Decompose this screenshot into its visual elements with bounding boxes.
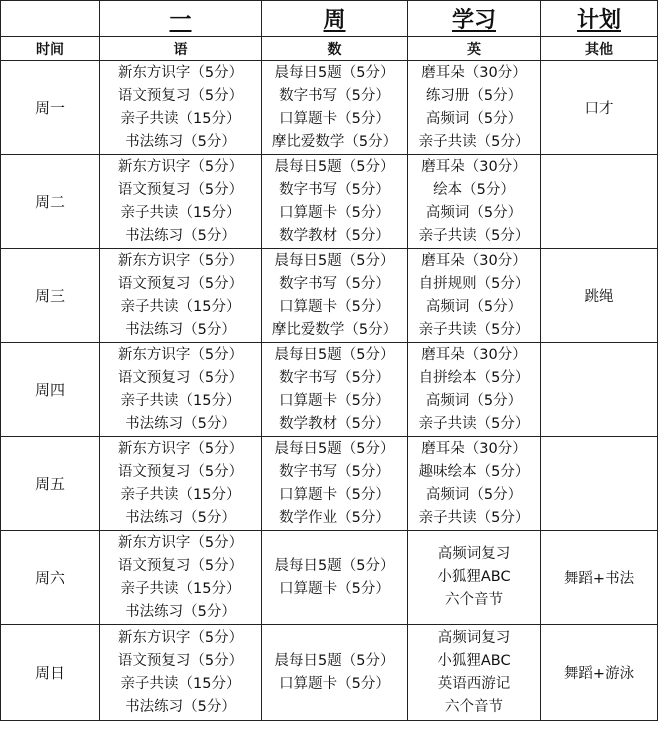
task-item: 数字书写（5分） — [279, 275, 390, 292]
yu-cell — [100, 249, 262, 343]
task-item: 亲子共读（15分） — [120, 110, 241, 127]
shu-task-list — [262, 344, 407, 436]
header-chinese: 语 — [100, 37, 262, 61]
task-item: 高频词（5分） — [425, 298, 523, 315]
task-item: 摩比爱数学（5分） — [271, 321, 398, 338]
day-label: 周二 — [1, 155, 100, 249]
task-item: 六个音节 — [445, 698, 503, 715]
yu-task-list — [100, 344, 261, 436]
task-item: 晨每日5题（5分） — [274, 64, 395, 81]
day-label: 周四 — [1, 343, 100, 437]
task-item: 亲子共读（15分） — [120, 486, 241, 503]
other-activity: 跳绳 — [541, 249, 658, 343]
task-item: 书法练习（5分） — [125, 698, 236, 715]
ying-cell — [408, 155, 541, 249]
task-item: 书法练习（5分） — [125, 509, 236, 526]
table-row — [1, 437, 658, 531]
table-row — [1, 625, 658, 721]
ying-task-list — [408, 344, 540, 436]
task-item: 新东方识字（5分） — [117, 629, 244, 646]
other-activity: 口才 — [541, 61, 658, 155]
shu-task-list — [262, 156, 407, 248]
task-item: 语文预复习（5分） — [117, 369, 244, 386]
task-item: 磨耳朵（30分） — [421, 64, 527, 81]
task-item: 亲子共读（15分） — [120, 580, 241, 597]
task-item: 语文预复习（5分） — [117, 557, 244, 574]
yu-task-list — [100, 250, 261, 342]
task-item: 新东方识字（5分） — [117, 64, 244, 81]
shu-cell — [262, 61, 408, 155]
task-item: 亲子共读（15分） — [120, 392, 241, 409]
ying-task-list — [408, 627, 540, 719]
task-item: 数字书写（5分） — [279, 369, 390, 386]
ying-cell — [408, 531, 541, 625]
task-item: 书法练习（5分） — [125, 415, 236, 432]
task-item: 晨每日5题（5分） — [274, 252, 395, 269]
task-item: 亲子共读（5分） — [418, 321, 530, 338]
title-cell-yi: 一 — [100, 1, 262, 37]
task-item: 高频词复习 — [437, 629, 511, 646]
ying-task-list — [408, 543, 540, 612]
task-item: 晨每日5题（5分） — [274, 346, 395, 363]
day-label: 周一 — [1, 61, 100, 155]
task-item: 晨每日5题（5分） — [274, 440, 395, 457]
task-item: 小狐狸ABC — [437, 652, 511, 669]
task-item: 数字书写（5分） — [279, 463, 390, 480]
yu-task-list — [100, 62, 261, 154]
task-item: 高频词（5分） — [425, 204, 523, 221]
other-activity: 舞蹈+书法 — [541, 531, 658, 625]
task-item: 口算题卡（5分） — [279, 580, 390, 597]
task-item: 数字书写（5分） — [279, 87, 390, 104]
ying-task-list — [408, 250, 540, 342]
day-label: 周三 — [1, 249, 100, 343]
shu-cell — [262, 625, 408, 721]
task-item: 磨耳朵（30分） — [421, 440, 527, 457]
task-item: 口算题卡（5分） — [279, 110, 390, 127]
header-time: 时间 — [1, 37, 100, 61]
task-item: 书法练习（5分） — [125, 227, 236, 244]
yu-task-list — [100, 532, 261, 624]
task-item: 自拼规则（5分） — [418, 275, 530, 292]
task-item: 亲子共读（15分） — [120, 675, 241, 692]
shu-cell — [262, 531, 408, 625]
task-item: 语文预复习（5分） — [117, 463, 244, 480]
task-item: 书法练习（5分） — [125, 321, 236, 338]
task-item: 语文预复习（5分） — [117, 275, 244, 292]
shu-task-list — [262, 555, 407, 601]
header-english: 英 — [408, 37, 541, 61]
table-row — [1, 531, 658, 625]
yu-task-list — [100, 627, 261, 719]
task-item: 高频词（5分） — [425, 110, 523, 127]
task-item: 新东方识字（5分） — [117, 534, 244, 551]
task-item: 新东方识字（5分） — [117, 346, 244, 363]
task-item: 晨每日5题（5分） — [274, 158, 395, 175]
task-item: 数学教材（5分） — [279, 415, 390, 432]
day-label: 周日 — [1, 625, 100, 721]
ying-cell — [408, 249, 541, 343]
task-item: 口算题卡（5分） — [279, 486, 390, 503]
other-activity: 舞蹈+游泳 — [541, 625, 658, 721]
task-item: 磨耳朵（30分） — [421, 346, 527, 363]
shu-task-list — [262, 250, 407, 342]
task-item: 数学教材（5分） — [279, 227, 390, 244]
ying-cell — [408, 61, 541, 155]
yu-cell — [100, 155, 262, 249]
shu-task-list — [262, 650, 407, 696]
shu-cell — [262, 249, 408, 343]
task-item: 口算题卡（5分） — [279, 298, 390, 315]
title-row — [1, 1, 658, 37]
task-item: 新东方识字（5分） — [117, 158, 244, 175]
task-item: 口算题卡（5分） — [279, 204, 390, 221]
table-row — [1, 155, 658, 249]
other-activity — [541, 155, 658, 249]
table-row — [1, 61, 658, 155]
yu-cell — [100, 531, 262, 625]
task-item: 书法练习（5分） — [125, 133, 236, 150]
title-cell-jihua: 计划 — [541, 1, 658, 37]
ying-cell — [408, 437, 541, 531]
shu-cell — [262, 343, 408, 437]
title-cell-xuexi: 学习 — [408, 1, 541, 37]
task-item: 磨耳朵（30分） — [421, 252, 527, 269]
task-item: 亲子共读（15分） — [120, 204, 241, 221]
yu-cell — [100, 625, 262, 721]
task-item: 语文预复习（5分） — [117, 181, 244, 198]
title-cell-zhou: 周 — [262, 1, 408, 37]
plan-body — [1, 61, 658, 721]
task-item: 趣味绘本（5分） — [418, 463, 530, 480]
task-item: 亲子共读（5分） — [418, 415, 530, 432]
task-item: 英语西游记 — [437, 675, 511, 692]
table-row — [1, 249, 658, 343]
ying-cell — [408, 343, 541, 437]
task-item: 新东方识字（5分） — [117, 440, 244, 457]
task-item: 亲子共读（5分） — [418, 227, 530, 244]
shu-task-list — [262, 62, 407, 154]
task-item: 口算题卡（5分） — [279, 392, 390, 409]
header-row — [1, 37, 658, 61]
task-item: 语文预复习（5分） — [117, 87, 244, 104]
shu-cell — [262, 437, 408, 531]
task-item: 高频词（5分） — [425, 486, 523, 503]
task-item: 高频词（5分） — [425, 392, 523, 409]
task-item: 小狐狸ABC — [437, 569, 511, 585]
ying-task-list — [408, 156, 540, 248]
other-activity — [541, 437, 658, 531]
task-item: 数学作业（5分） — [279, 509, 390, 526]
task-item: 六个音节 — [445, 592, 503, 608]
ying-task-list — [408, 438, 540, 530]
ying-task-list — [408, 62, 540, 154]
task-item: 新东方识字（5分） — [117, 252, 244, 269]
task-item: 晨每日5题（5分） — [274, 557, 395, 574]
other-activity — [541, 343, 658, 437]
task-item: 绘本（5分） — [433, 181, 515, 198]
task-item: 磨耳朵（30分） — [421, 158, 527, 175]
header-math: 数 — [262, 37, 408, 61]
task-item: 晨每日5题（5分） — [274, 652, 395, 669]
task-item: 自拼绘本（5分） — [418, 369, 530, 386]
task-item: 摩比爱数学（5分） — [271, 133, 398, 150]
day-label: 周五 — [1, 437, 100, 531]
title-cell-blank — [1, 1, 100, 37]
yu-task-list — [100, 156, 261, 248]
shu-task-list — [262, 438, 407, 530]
day-label: 周六 — [1, 531, 100, 625]
task-item: 亲子共读（15分） — [120, 298, 241, 315]
yu-cell — [100, 437, 262, 531]
task-item: 书法练习（5分） — [125, 603, 236, 620]
ying-cell — [408, 625, 541, 721]
task-item: 数字书写（5分） — [279, 181, 390, 198]
yu-cell — [100, 343, 262, 437]
task-item: 高频词复习 — [437, 546, 511, 562]
task-item: 亲子共读（5分） — [418, 509, 530, 526]
header-other: 其他 — [541, 37, 658, 61]
yu-task-list — [100, 438, 261, 530]
task-item: 语文预复习（5分） — [117, 652, 244, 669]
yu-cell — [100, 61, 262, 155]
task-item: 口算题卡（5分） — [279, 675, 390, 692]
task-item: 练习册（5分） — [425, 87, 523, 104]
shu-cell — [262, 155, 408, 249]
table-row — [1, 343, 658, 437]
task-item: 亲子共读（5分） — [418, 133, 530, 150]
